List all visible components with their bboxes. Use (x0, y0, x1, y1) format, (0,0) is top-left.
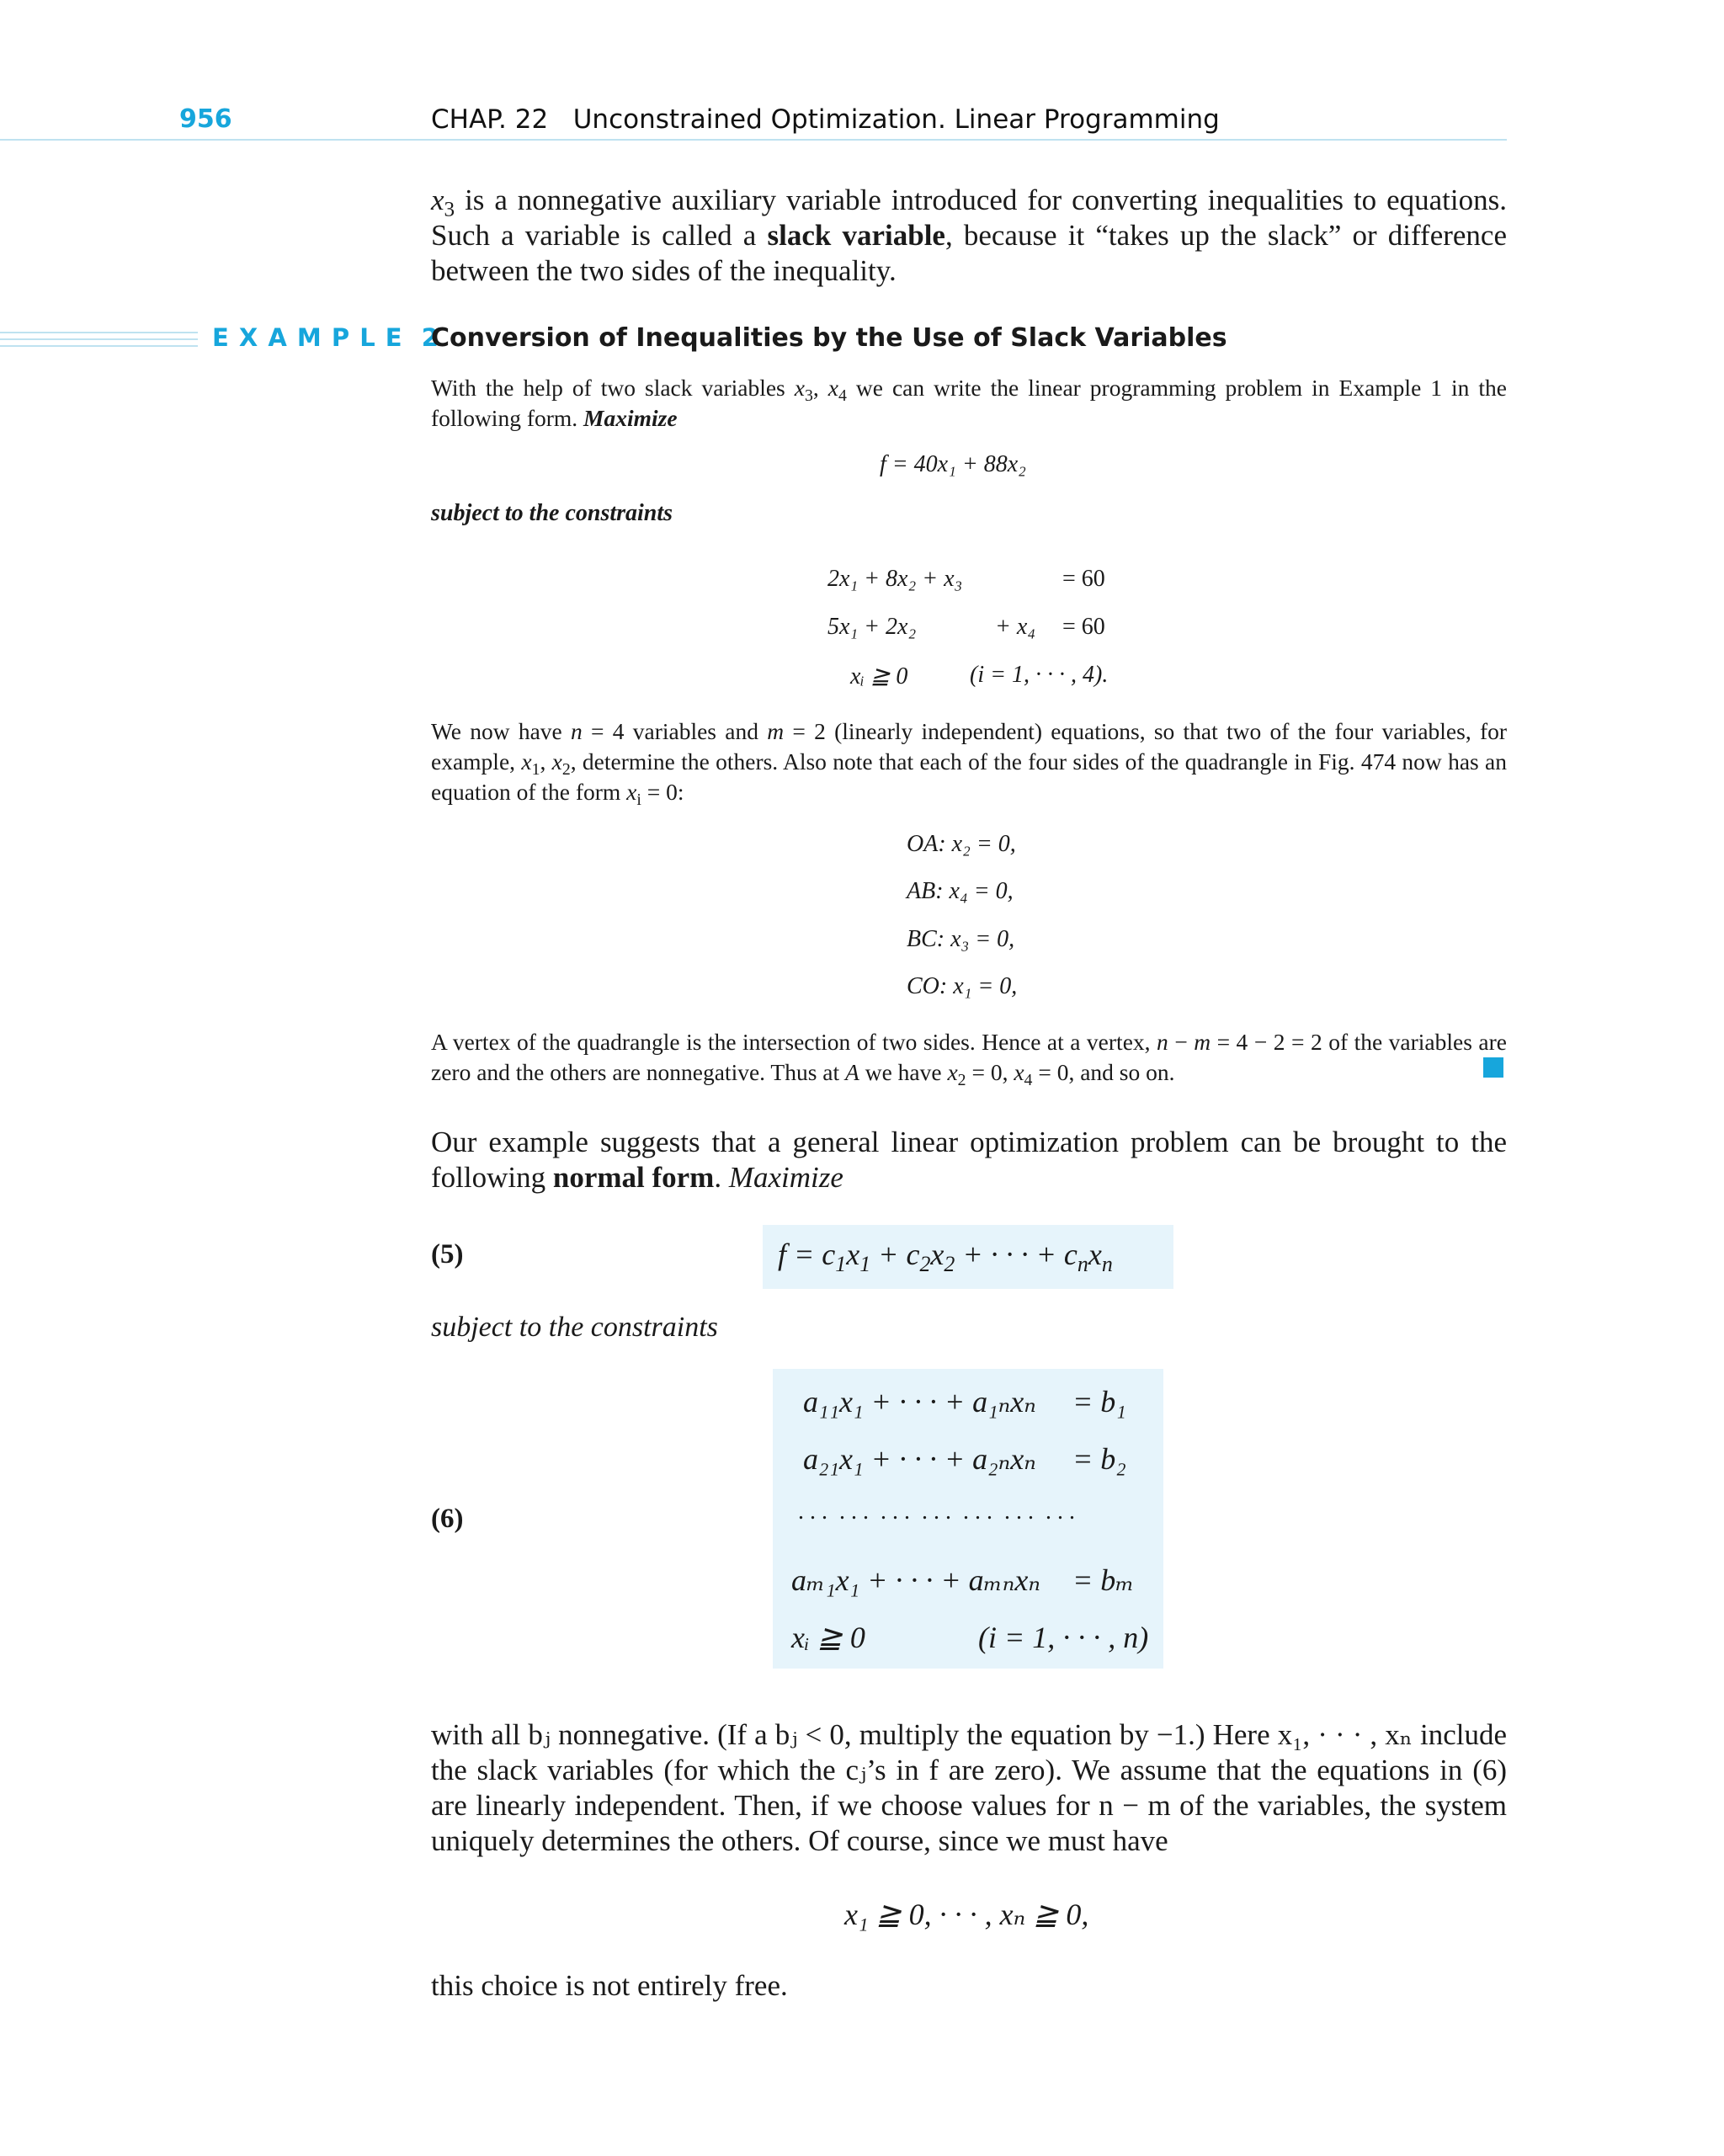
constraint-row-m-lhs: aₘ₁x₁ + · · · + aₘₙxₙ (791, 1563, 1040, 1597)
side-co: CO: x₁ = 0, (907, 973, 1018, 999)
constraint-1-rhs: = 60 (1062, 566, 1105, 592)
closing-line: this choice is not entirely free. (431, 1969, 788, 2002)
intro-paragraph: $x_3$ is a nonnegative auxiliary variable introduced for converting inequalities to equations. Such a variable is called a slack variable, because it “takes up the slack” or difference between the two sides of the inequality. (431, 184, 1507, 287)
equation-5: $f = c_1x_1 + c_2x_2$ + · · · + $c_nx_n$ (778, 1238, 1113, 1276)
nonneg-rhs: (i = 1, · · · , n) (978, 1621, 1149, 1654)
constraint-row-1-lhs: a₁₁x₁ + · · · + a₁ₙxₙ (803, 1385, 1036, 1419)
slack-variable-term: slack variable (767, 219, 945, 252)
header-rule (0, 139, 1507, 141)
end-of-example-marker (1483, 1057, 1503, 1078)
normal-form-term: normal form (552, 1161, 715, 1194)
constraint-row-2-lhs: a₂₁x₁ + · · · + a₂ₙxₙ (803, 1442, 1036, 1476)
constraint-3-lhs: xᵢ ≧ 0 (850, 663, 908, 689)
example-paragraph-3: A vertex of the quadrangle is the intersection of two sides. Hence at a vertex, n − m = 4 − 2 = 2 of the variables are zero and the others are nonnegative. Thus at A we have $x_2 = 0$, $x_4 = 0$, and so on. (431, 1029, 1507, 1089)
constraint-3-rhs: (i = 1, · · · , 4). (970, 662, 1109, 688)
x3-variable: x (431, 184, 444, 216)
constraint-1-lhs: 2x₁ + 8x₂ + x₃ (827, 566, 963, 592)
example-subject-to: subject to the constraints (431, 500, 673, 526)
normal-form-paragraph: Our example suggests that a general linear optimization problem can be brought to the following normal form. Maximize (431, 1126, 1507, 1194)
example-objective: f = 40x₁ + 88x₂ (880, 451, 1026, 477)
side-ab: AB: x₄ = 0, (907, 878, 1014, 904)
page-number: 956 (179, 104, 232, 134)
constraint-2-mid: + x₄ (995, 614, 1036, 640)
example-rule-top (0, 332, 198, 333)
running-head: CHAP. 22 Unconstrained Optimization. Linear Programming (431, 104, 1220, 135)
example-paragraph-1: With the help of two slack variables $x_3$, $x_4$ we can write the linear programming problem in Example 1 in the following form. Maximize (431, 375, 1508, 431)
constraint-row-dots: . . . . . . . . . . . . . . . . . . . . . (798, 1499, 1075, 1525)
side-oa: OA: x₂ = 0, (907, 831, 1016, 857)
example-label: E X A M P L E 2 (212, 323, 439, 352)
nonneg-lhs: xᵢ ≧ 0 (791, 1621, 865, 1654)
normal-subject-to: subject to the constraints (431, 1312, 718, 1343)
constraint-row-2-rhs: = b₂ (1072, 1442, 1126, 1476)
constraint-2-lhs: 5x₁ + 2x₂ (827, 614, 917, 640)
example-paragraph-2: We now have n = 4 variables and m = 2 (linearly independent) equations, so that two of the four variables, for example, $x_1$, $x_2$, determine the others. Also note that each of the four sides of the quadrangle in Fig. 474 now has an equation of the form $x_i = 0$: (431, 718, 1508, 809)
constraint-row-m-rhs: = bₘ (1072, 1563, 1135, 1597)
final-paragraph: with all bⱼ nonnegative. (If a bⱼ < 0, multiply the equation by −1.) Here x₁, · · · , xₙ include the slack variables (for which the cⱼ’s in f are zero). We assume that the equations in (6) are linearly independent. Then, if we choose values for n − m of the variables, the system uniquely determines the others. Of course, since we must have (431, 1718, 1507, 1857)
nonneg-display: x₁ ≧ 0, · · · , xₙ ≧ 0, (844, 1898, 1089, 1931)
maximize-term: Maximize (583, 405, 678, 431)
constraint-row-1-rhs: = b₁ (1072, 1385, 1126, 1419)
equation-6-label: (6) (431, 1504, 464, 1534)
example-rule-bottom (0, 345, 198, 347)
example-title: Conversion of Inequalities by the Use of Slack Variables (431, 323, 1227, 353)
equation-5-label: (5) (431, 1239, 464, 1270)
constraint-2-rhs: = 60 (1062, 614, 1105, 640)
example-rule-mid (0, 338, 198, 340)
side-bc: BC: x₃ = 0, (907, 926, 1015, 952)
